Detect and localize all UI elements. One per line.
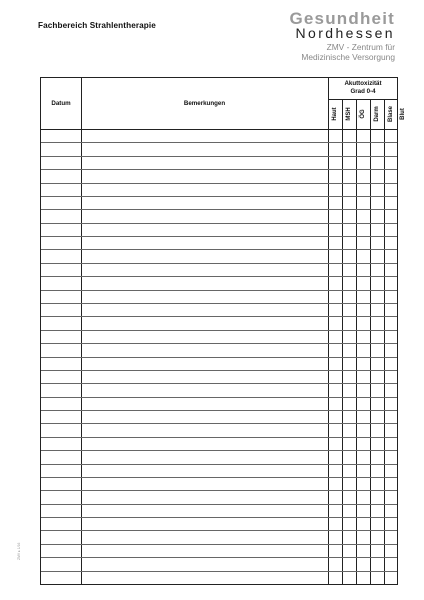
logo-line-4: Medizinische Versorgung (301, 52, 395, 62)
department-title: Fachbereich Strahlentherapie (38, 21, 156, 30)
table-row (41, 504, 397, 505)
tox-group-underline (328, 99, 397, 100)
table-row (41, 544, 397, 545)
table-row (41, 303, 397, 304)
table-row (41, 517, 397, 518)
header-datum: Datum (51, 100, 71, 107)
table-row (41, 370, 397, 371)
table-row (41, 169, 397, 170)
table-row (41, 263, 397, 264)
table-row (41, 530, 397, 531)
table-row (41, 276, 397, 277)
table-row (41, 410, 397, 411)
table-row (41, 316, 397, 317)
header-tox-oeg: ÖG (360, 109, 366, 119)
table-row (41, 249, 397, 250)
table-body (41, 129, 397, 584)
header-tox-msh: MSH (346, 107, 352, 121)
table-row (41, 223, 397, 224)
table-row (41, 477, 397, 478)
header-bemerkungen: Bemerkungen (183, 100, 226, 107)
logo-line-2: Nordhessen (295, 25, 395, 41)
table-row (41, 397, 397, 398)
header-tox-haut: Haut (332, 107, 338, 121)
form-code: ZMV ▸ 1/16 (17, 542, 21, 560)
table-row (41, 330, 397, 331)
table-row (41, 183, 397, 184)
table-row (41, 490, 397, 491)
table-row (41, 450, 397, 451)
table-row (41, 142, 397, 143)
toxicity-log-table (40, 77, 406, 585)
header-tox-darm: Darm (374, 106, 380, 122)
table-row (41, 343, 397, 344)
table-row (41, 290, 397, 291)
table-row (41, 571, 397, 572)
table-row (41, 236, 397, 237)
table-row (41, 423, 397, 424)
logo-line-1: Gesundheit (289, 9, 395, 28)
table-row (41, 557, 397, 558)
header-grad: Grad 0-4 (350, 88, 376, 95)
header-akuttoxizitaet: Akuttoxizität (344, 80, 382, 87)
table-row (41, 196, 397, 197)
logo-line-3: ZMV - Zentrum für (326, 42, 395, 52)
table-row (41, 383, 397, 384)
table-row (41, 357, 397, 358)
table-row (41, 464, 397, 465)
table-row (41, 437, 397, 438)
table-row (41, 156, 397, 157)
organization-logo (289, 10, 395, 62)
table-row (41, 209, 397, 210)
header-tox-blut: Blut (400, 108, 406, 120)
header-tox-blase: Blase (388, 106, 394, 123)
